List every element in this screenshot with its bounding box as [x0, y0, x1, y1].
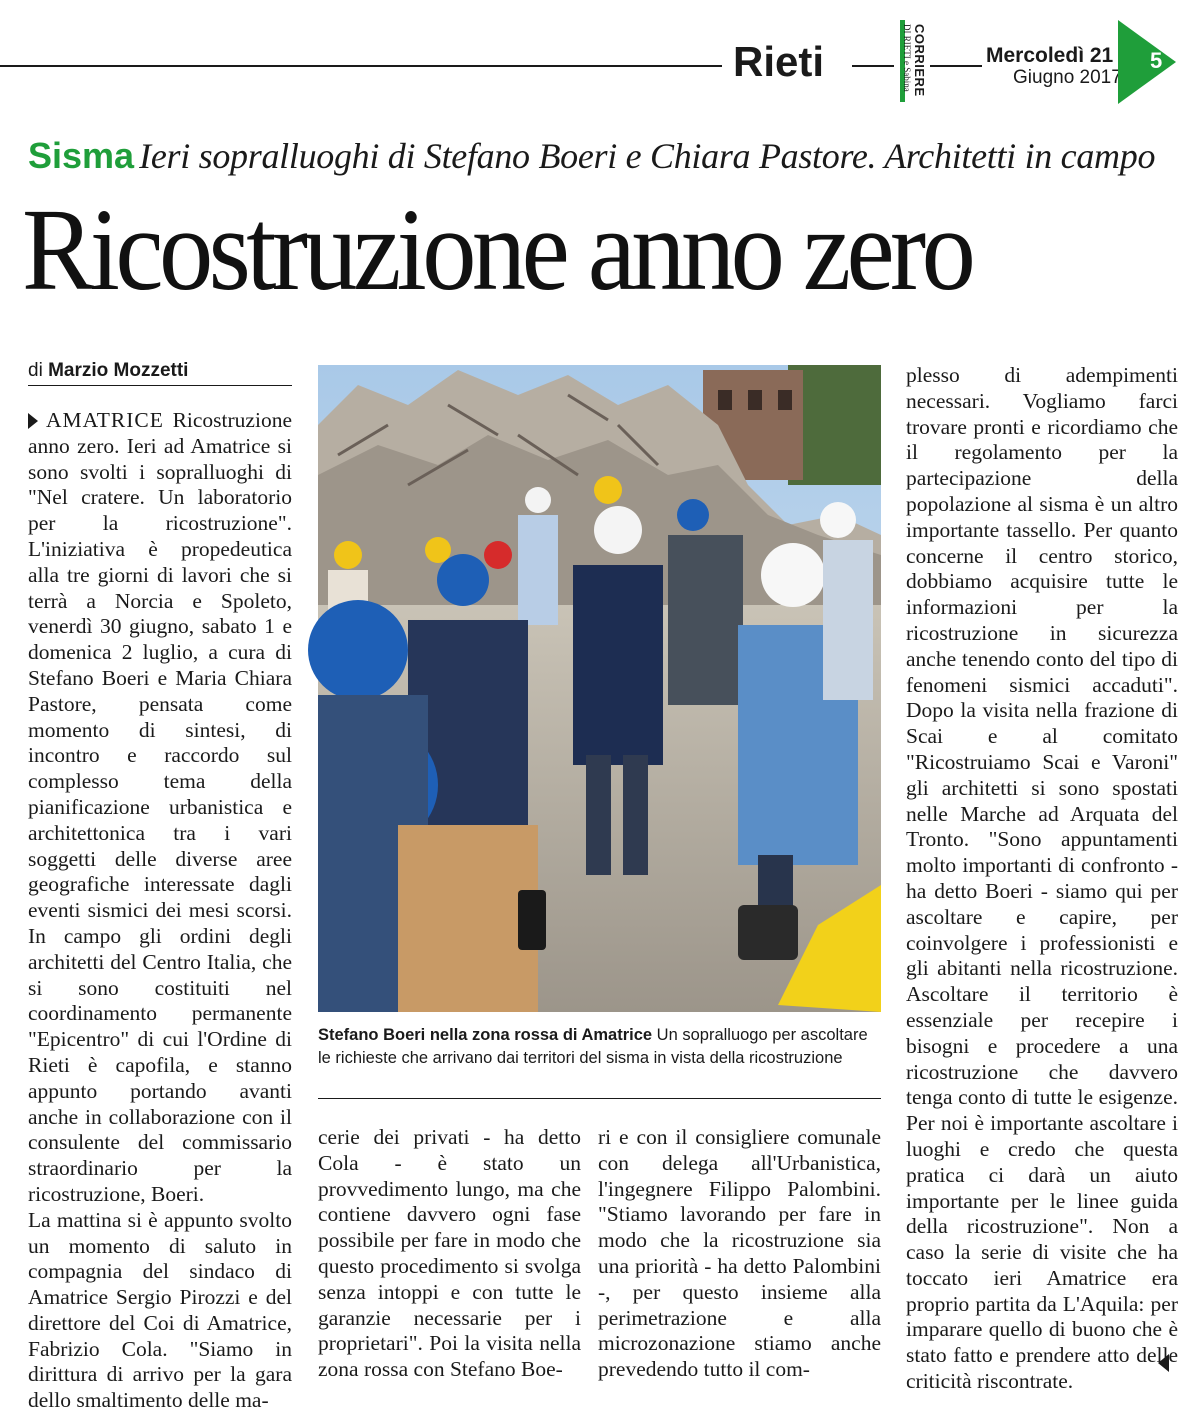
byline: [28, 360, 292, 386]
byline-author: Marzio Mozzetti: [48, 360, 189, 381]
page-number-triangle: [1118, 20, 1176, 104]
photo-caption: [318, 1024, 881, 1070]
headline: Ricostruzione anno zero: [22, 184, 972, 315]
date-day: Mercoledì 21: [986, 44, 1114, 67]
photo-illustration: [318, 365, 881, 1012]
caption-bold: Stefano Boeri nella zona rossa di Amatrice: [318, 1026, 653, 1044]
newspaper-logo: [900, 20, 925, 102]
column-2: [318, 1125, 581, 1382]
caption-rule: [318, 1098, 881, 1099]
masthead-rule-right: [930, 65, 982, 67]
masthead-rule-left: [0, 65, 722, 67]
page-number: 5: [1150, 48, 1163, 73]
paragraph-marker-icon: [28, 413, 38, 429]
section-name: Rieti: [733, 38, 825, 85]
kicker: [28, 135, 1155, 177]
column-1: [28, 408, 292, 1413]
col1-paragraph-2: La mattina si è appunto svolto un momento di saluto in compagnia del sindaco di Amatrice Sergio Pirozzi e del direttore del Coi di Amatrice, Fabrizio Cola. "Siamo in dirittura di arrivo per la gara dello smaltimento delle ma-: [28, 1207, 292, 1413]
col2-text: cerie dei privati - ha detto Cola - è stato un provvedimento lungo, ma che contiene davvero ogni fase possibile per fare in modo che questo procedimento si svolga senza intoppi e con tutte le garanzie necessarie per i proprietari". Poi la visita nella zona rossa con Stefano Boe-: [318, 1125, 581, 1382]
col1-paragraph-1: [28, 408, 292, 1208]
kicker-tag: Sisma: [28, 135, 135, 176]
col3-text: ri e con il consigliere comunale con delega all'Urbanistica, l'ingegnere Filippo Palombini. "Stiamo lavorando per fare in modo che la ricostruzione sia una priorità - ha detto Palombini -, per questo insieme alla perimetrazione e alla microzonazione stiamo anche prevedendo tutto il com-: [598, 1125, 881, 1382]
col1-text: Ricostruzione anno zero. Ieri ad Amatrice si sono svolti i sopralluoghi di "Nel cratere. Un laboratorio per la ricostruzione". L'iniziativa è propedeutica alla tre giorni di lavori che si terrà a Norcia e Spoleto, venerdì 30 giugno, sabato 1 e domenica 2 luglio, a cura di Stefano Boeri e Maria Chiara Pastore, pensata come momento di sintesi, di incontro e raccordo sul complesso tema della pianificazione urbanistica e architettonica tra i vari soggetti delle diverse aree geografiche interessate dagli eventi sismici dei mesi scorsi. In campo gli ordini degli architetti del Centro Italia, che si sono costituiti nel coordinamento permanente "Epicentro" di cui l'Ordine di Rieti è capofila, e stanno appunto portando avanti anche in collaborazione con il consulente del commissario straordinario per la ricostruzione, Boeri.: [28, 408, 292, 1206]
dateline: AMATRICE: [46, 408, 164, 432]
article-photo: [318, 365, 881, 1012]
end-of-article-icon: [1158, 1354, 1169, 1372]
masthead-rule-mid: [852, 65, 894, 67]
byline-prefix: di: [28, 360, 43, 381]
column-4: [906, 363, 1178, 1394]
date-month-year: Giugno 2017: [1013, 67, 1122, 88]
kicker-text: Ieri sopralluoghi di Stefano Boeri e Chiara Pastore. Architetti in campo: [139, 136, 1156, 176]
col4-text: plesso di adempimenti necessari. Vogliamo farci trovare pronti e ricordiamo che il regolamento per la partecipazione della popolazione al sisma è un altro importante tassello. Per quanto concerne il centro storico, dobbiamo acquisire tutte le informazioni per la ricostruzione in sicurezza anche tenendo conto del tipo di fenomeni sismici accaduti". Dopo la visita nella frazione di Scai e al comitato "Ricostruiamo Scai e Varoni" gli architetti si sono spostati nelle Marche ad Arquata del Tronto. "Sono appuntamenti molto importanti di confronto - ha detto Boeri - siamo qui per ascoltare e capire, per coinvolgere i professionisti e gli abitanti nella ricostruzione. Ascoltare il territorio è essenziale per recepire i bisogni e procedere a una ricostruzione che davvero tenga conto di tutte le esigenze. Per noi è importante ascoltare i luoghi e credo che questa pratica ci darà un aiuto importante per le linee guida della ricostruzione". Non a caso la serie di visite che ha toccato ieri Amatrice era proprio partita da L'Aquila: per imparare quello di buono che è stato fatto e prendere atto delle criticità riscontrate.: [906, 363, 1178, 1394]
column-3: [598, 1125, 881, 1382]
caption-text: Un sopralluogo per ascoltare le richieste che arrivano dai territori del sisma in vista della ricostruzione: [318, 1026, 868, 1067]
logo-sub: DI RIETI e Sabina: [902, 24, 912, 92]
logo-main: CORRIERE: [912, 24, 927, 97]
